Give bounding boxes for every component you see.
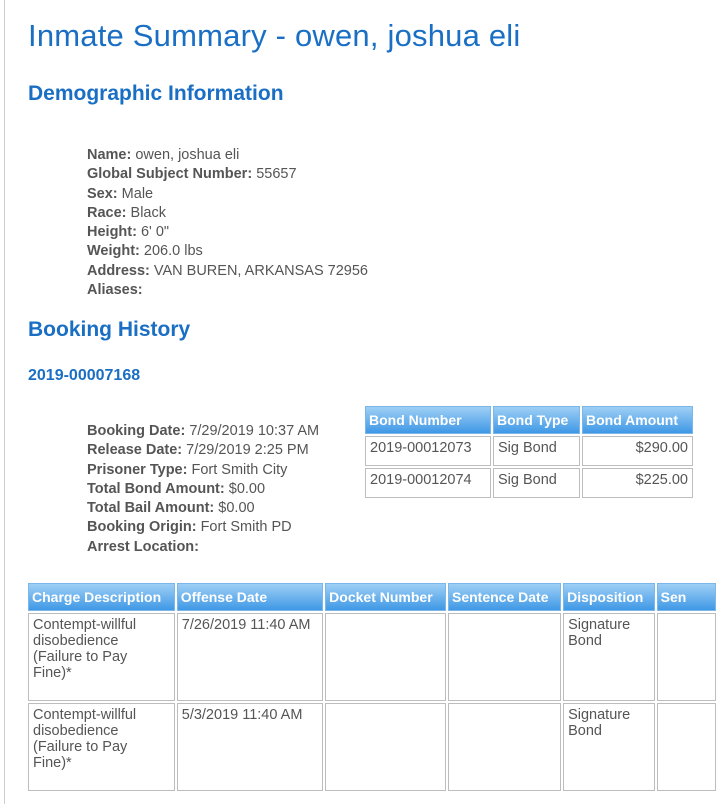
sentence-cell xyxy=(657,613,716,701)
booking-details xyxy=(87,422,319,557)
disposition-cell: Signature Bond xyxy=(563,703,655,791)
sentence-date-cell xyxy=(448,613,561,701)
offense-date-cell: 5/3/2019 11:40 AM xyxy=(177,703,323,791)
table-row xyxy=(365,468,693,498)
booking-number: 2019-00007168 xyxy=(28,367,141,384)
field-release-date: Release Date: 7/29/2019 2:25 PM xyxy=(87,442,309,459)
column-header-disposition: Disposition xyxy=(563,583,655,611)
field-race: Race: Black xyxy=(87,204,166,221)
table-row xyxy=(28,613,716,701)
field-height: Height: 6' 0" xyxy=(87,224,170,241)
bond-number-cell: 2019-00012073 xyxy=(365,436,491,466)
field-global-subject-number: Global Subject Number: 55657 xyxy=(87,166,297,183)
booking-history-heading: Booking History xyxy=(28,318,191,341)
column-header-offense-date: Offense Date xyxy=(177,583,323,611)
column-header-bond-type: Bond Type xyxy=(493,406,580,434)
bond-table xyxy=(363,404,695,500)
field-address: Address: VAN BUREN, ARKANSAS 72956 xyxy=(87,262,368,279)
field-booking-date: Booking Date: 7/29/2019 10:37 AM xyxy=(87,423,320,439)
column-header-charge-description: Charge Description xyxy=(28,583,175,611)
column-header-sentence-date: Sentence Date xyxy=(448,583,561,611)
field-total-bail-amount: Total Bail Amount: $0.00 xyxy=(87,500,255,517)
demographic-details xyxy=(87,146,368,300)
bond-number-cell: 2019-00012074 xyxy=(365,468,491,498)
bond-amount-cell: $290.00 xyxy=(582,436,693,466)
field-booking-origin: Booking Origin: Fort Smith PD xyxy=(87,519,292,536)
field-weight: Weight: 206.0 lbs xyxy=(87,243,203,260)
bond-amount-cell: $225.00 xyxy=(582,468,693,498)
charges-table xyxy=(26,581,718,793)
docket-number-cell xyxy=(325,703,446,791)
field-total-bond-amount: Total Bond Amount: $0.00 xyxy=(87,480,266,497)
bond-type-cell: Sig Bond xyxy=(493,436,580,466)
charge-description-cell: Contempt-willful disobedience (Failure to Pay Fine)* xyxy=(28,613,175,701)
table-row xyxy=(28,703,716,791)
charges-table-header xyxy=(28,583,716,611)
column-header-bond-amount: Bond Amount xyxy=(582,406,693,434)
charge-description-cell: Contempt-willful disobedience (Failure to Pay Fine)* xyxy=(28,703,175,791)
field-prisoner-type: Prisoner Type: Fort Smith City xyxy=(87,461,288,478)
bond-type-cell: Sig Bond xyxy=(493,468,580,498)
field-aliases: Aliases: xyxy=(87,282,143,299)
docket-number-cell xyxy=(325,613,446,701)
column-header-sentence: Sen xyxy=(657,583,716,611)
sentence-date-cell xyxy=(448,703,561,791)
table-row xyxy=(365,436,693,466)
column-header-docket-number: Docket Number xyxy=(325,583,446,611)
column-header-bond-number: Bond Number xyxy=(365,406,491,434)
demographic-heading: Demographic Information xyxy=(28,82,284,105)
left-border xyxy=(4,0,5,804)
field-sex: Sex: Male xyxy=(87,185,154,202)
field-name: Name: owen, joshua eli xyxy=(87,147,240,163)
bond-table-header xyxy=(365,406,693,434)
disposition-cell: Signature Bond xyxy=(563,613,655,701)
field-arrest-location: Arrest Location: xyxy=(87,538,199,555)
page-title: Inmate Summary - owen, joshua eli xyxy=(28,18,521,53)
sentence-cell xyxy=(657,703,716,791)
offense-date-cell: 7/26/2019 11:40 AM xyxy=(177,613,323,701)
